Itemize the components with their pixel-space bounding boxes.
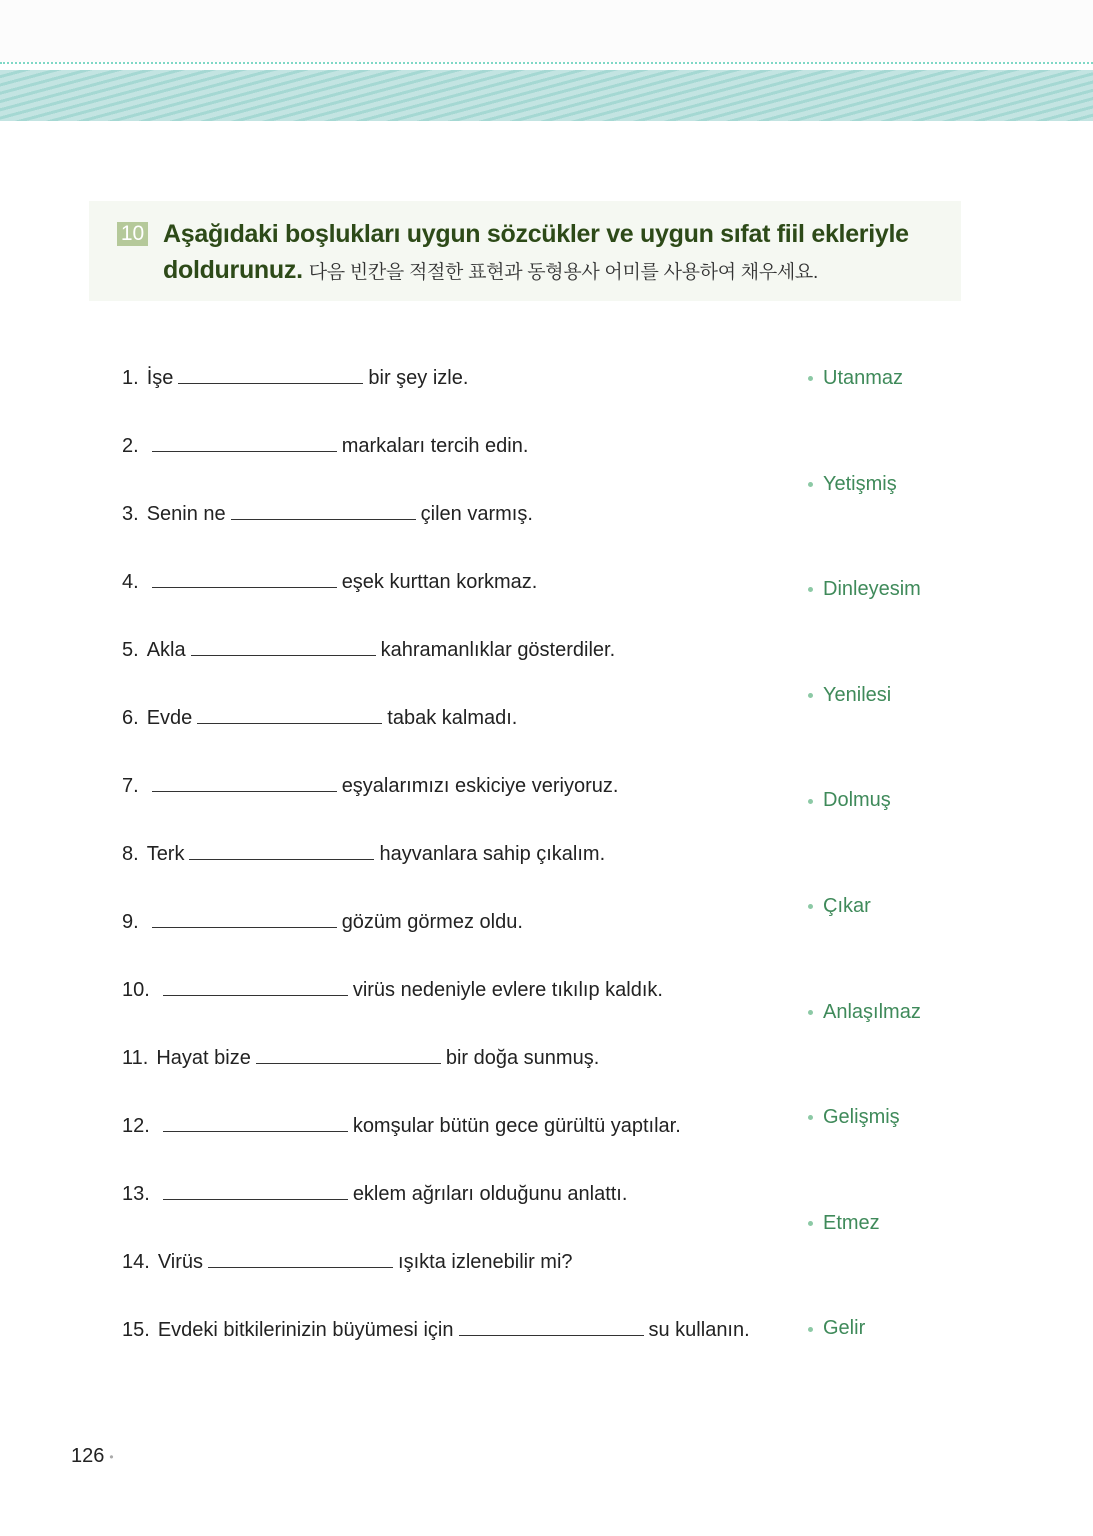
sentence-item (122, 841, 605, 867)
sentence-item (122, 637, 615, 663)
word-bank-item (808, 576, 921, 602)
sentence-number: 10. (122, 979, 150, 1001)
sentence-suffix: çilen varmış. (420, 503, 533, 525)
sentence-number: 9. (122, 911, 139, 933)
sentence-suffix: bir şey izle. (368, 367, 469, 389)
sentence-item (122, 1045, 599, 1071)
word-label: Utanmaz (823, 367, 904, 389)
sentence-item (122, 773, 618, 799)
sentence-prefix: Virüs (157, 1251, 204, 1273)
answer-blank[interactable] (152, 773, 337, 792)
sentence-item (122, 705, 517, 731)
word-label: Etmez (823, 1211, 880, 1234)
answer-blank[interactable] (191, 637, 376, 656)
sentence-number: 2. (122, 435, 139, 457)
page-number: 126 • (71, 1445, 114, 1467)
word-label: Çıkar (823, 895, 871, 917)
sentence-prefix: Evde (146, 707, 193, 729)
word-label: Gelişmiş (823, 1106, 900, 1129)
word-label: Anlaşılmaz (823, 1000, 921, 1023)
sentence-number: 1. (122, 367, 139, 389)
word-label: Dolmuş (823, 789, 891, 812)
sentence-item (122, 365, 468, 391)
bullet-icon (808, 1115, 813, 1120)
word-label: Yenilesi (823, 683, 892, 706)
sentence-number: 11. (122, 1047, 149, 1069)
answer-blank[interactable] (459, 1317, 644, 1336)
answer-blank[interactable] (178, 365, 363, 384)
sentence-suffix: komşular bütün gece gürültü yaptılar. (352, 1115, 681, 1137)
sentence-item (122, 433, 528, 459)
sentence-suffix: su kullanın. (648, 1319, 750, 1341)
sentence-suffix: hayvanlara sahip çıkalım. (379, 843, 606, 865)
sentence-prefix: Evdeki bitkilerinizin büyümesi için (157, 1319, 454, 1341)
sentence-item (122, 977, 663, 1003)
word-bank-item (808, 365, 903, 391)
sentence-number: 6. (122, 707, 139, 729)
instruction-korean: 다음 빈칸을 적절한 표현과 동형용사 어미를 사용하여 채우세요. (308, 262, 818, 283)
answer-blank[interactable] (163, 1113, 348, 1132)
sentence-suffix: eklem ağrıları olduğunu anlattı. (352, 1183, 628, 1205)
sentence-suffix: gözüm görmez oldu. (341, 911, 523, 933)
word-bank-item (808, 787, 891, 813)
sentence-number: 15. (122, 1319, 150, 1341)
sentence-number: 3. (122, 503, 139, 525)
sentence-suffix: virüs nedeniyle evlere tıkılıp kaldık. (352, 979, 663, 1001)
sentence-item (122, 1317, 750, 1343)
sentence-number: 7. (122, 775, 139, 797)
answer-blank[interactable] (189, 841, 374, 860)
word-label: Dinleyesim (823, 578, 921, 601)
sentence-number: 14. (122, 1251, 150, 1273)
sentence-suffix: bir doğa sunmuş. (445, 1047, 600, 1069)
bullet-icon (808, 482, 813, 487)
sentence-number: 12. (122, 1115, 150, 1137)
sentence-prefix: Hayat bize (156, 1047, 251, 1069)
word-bank-item (808, 1210, 880, 1236)
word-label: Gelir (823, 1317, 866, 1340)
sentence-number: 13. (122, 1183, 150, 1205)
word-bank-item (808, 1104, 900, 1130)
answer-blank[interactable] (231, 501, 416, 520)
word-bank-item (808, 682, 891, 708)
sentence-number: 8. (122, 843, 139, 865)
sentence-prefix: İşe (146, 367, 174, 389)
bullet-icon (808, 587, 813, 592)
bullet-icon (808, 1221, 813, 1226)
bullet-icon (808, 1010, 813, 1015)
sentence-suffix: eşek kurttan korkmaz. (341, 571, 538, 593)
sentence-item (122, 501, 533, 527)
answer-blank[interactable] (256, 1045, 441, 1064)
bullet-icon (808, 904, 813, 909)
sentence-suffix: tabak kalmadı. (387, 707, 518, 729)
bullet-icon (808, 376, 813, 381)
word-bank-item (808, 893, 871, 919)
striped-header-band (0, 70, 1093, 121)
word-label: Yetişmiş (823, 472, 897, 495)
page-top-band (0, 0, 1093, 62)
sentence-number: 5. (122, 639, 139, 661)
page-number-text: 126 (71, 1445, 105, 1467)
bullet-icon (808, 1327, 813, 1332)
sentence-suffix: markaları tercih edin. (341, 435, 529, 457)
sentence-item (122, 1249, 573, 1275)
answer-blank[interactable] (152, 909, 337, 928)
word-bank-item (808, 1315, 865, 1341)
bullet-icon (808, 799, 813, 804)
word-bank-item (808, 471, 897, 497)
answer-blank[interactable] (152, 433, 337, 452)
sentence-suffix: eşyalarımızı eskiciye veriyoruz. (341, 775, 619, 797)
answer-blank[interactable] (197, 705, 382, 724)
instruction-turkish: Aşağıdaki boşlukları uygun sözcükler ve uygun sıfat fiil ekleriyle doldurunuz. (163, 220, 909, 284)
sentence-item (122, 1181, 627, 1207)
sentence-suffix: kahramanlıklar gösterdiler. (380, 639, 616, 661)
bullet-icon (808, 693, 813, 698)
question-number-badge: 10 (117, 222, 148, 246)
answer-blank[interactable] (163, 1181, 348, 1200)
sentence-prefix: Akla (146, 639, 186, 661)
question-instructions (163, 216, 943, 291)
sentence-suffix: ışıkta izlenebilir mi? (398, 1251, 573, 1273)
sentence-prefix: Senin ne (146, 503, 226, 525)
answer-blank[interactable] (163, 977, 348, 996)
sentence-item (122, 909, 523, 935)
word-bank-item (808, 999, 921, 1025)
sentence-item (122, 569, 537, 595)
sentence-item (122, 1113, 681, 1139)
answer-blank[interactable] (152, 569, 337, 588)
sentence-number: 4. (122, 571, 139, 593)
dotted-divider (0, 62, 1093, 64)
answer-blank[interactable] (208, 1249, 393, 1268)
sentence-prefix: Terk (146, 843, 185, 865)
